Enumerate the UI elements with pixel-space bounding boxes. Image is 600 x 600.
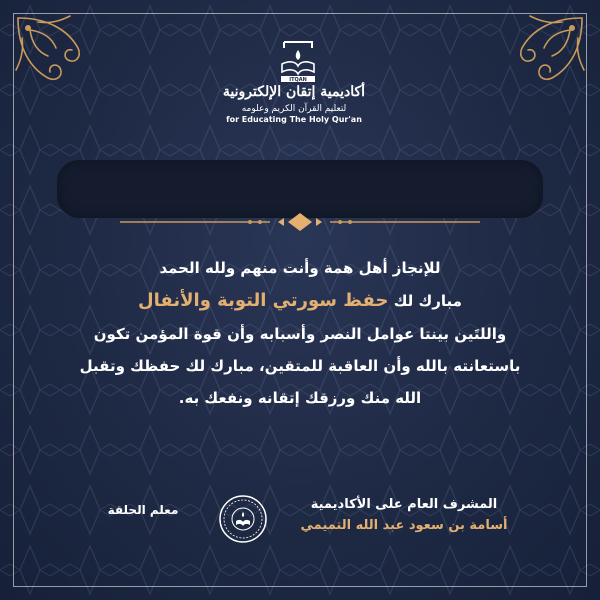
name-banner — [57, 160, 543, 218]
corner-ornament-icon — [8, 8, 116, 116]
memorized-surahs: حفظ سورتي التوبة والأنفال — [138, 290, 389, 311]
message-line-4: باستعانته بالله وأن العاقبة للمتقين، مبارك لك حفظك وتقبل — [79, 357, 521, 375]
teacher-label: معلم الحلقة — [107, 503, 179, 517]
supervisor-name: أسامة بن سعود عبد الله التميمي — [300, 518, 508, 533]
supervisor-title: المشرف العام على الأكاديمية — [310, 497, 498, 512]
academy-name: أكاديمية إتقان الإلكترونية — [222, 84, 366, 100]
message-line-5: الله منك ورزقك إتقانه ونفعك به. — [178, 389, 422, 407]
quran-book-icon — [278, 40, 318, 84]
message-line-2 — [30, 284, 570, 318]
academy-logo — [214, 40, 374, 122]
academy-subtitle-en: for Educating The Holy Qur'an — [226, 115, 362, 124]
message-line-3: واللتَين بينتا عوامل النصر وأسبابه وأن قوة المؤمن تكون — [93, 325, 507, 343]
message-line-1: للإنجاز أهل همة وأنت منهم ولله الحمد — [159, 259, 441, 277]
supervisor-signature — [294, 497, 514, 533]
logo-brand-label: ITQAN — [289, 77, 307, 83]
congratulation-message — [30, 252, 570, 414]
message-line-2-prefix: مبارك لك — [393, 292, 462, 310]
corner-ornament-icon — [484, 8, 592, 116]
academy-subtitle-ar: لتعليم القرآن الكريم وعلومه — [241, 104, 347, 114]
ornamental-divider-icon — [120, 213, 480, 231]
academy-seal-icon — [218, 494, 268, 544]
